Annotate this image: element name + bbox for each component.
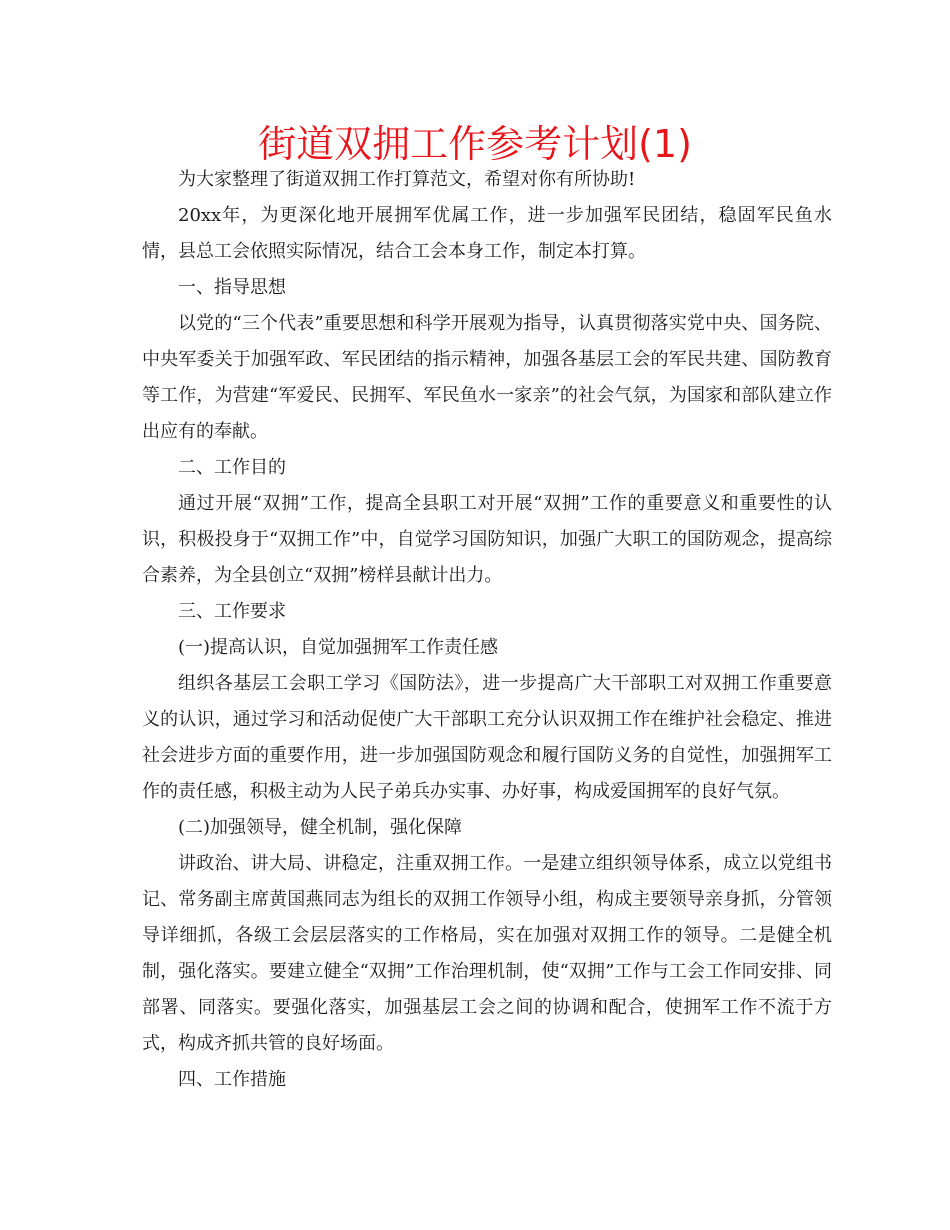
section-heading-guiding-ideology: 一、指导思想: [178, 277, 286, 298]
section-heading-work-measures: 四、工作措施: [178, 1069, 286, 1090]
document-body: [142, 162, 832, 1098]
paragraph-strengthen-leadership: 讲政治、讲大局、讲稳定，注重双拥工作。一是建立组织领导体系，成立以党组书记、常务副主席黄国燕同志为组长的双拥工作领导小组，构成主要领导亲身抓，分管领导详细抓，各级工会层层落实的工作格局，实在加强对双拥工作的领导。二是健全机制，强化落实。要建立健全“双拥”工作治理机制，使“双拥”工作与工会工作同安排、同部署、同落实。要强化落实，加强基层工会之间的协调和配合，使拥军工作不流于方式，构成齐抓共管的良好场面。: [142, 853, 832, 1054]
paragraph-guiding-ideology: 以党的“三个代表”重要思想和科学开展观为指导，认真贯彻落实党中央、国务院、中央军委关于加强军政、军民团结的指示精神，加强各基层工会的军民共建、国防教育等工作，为营建“军爱民、民拥军、军民鱼水一家亲”的社会气氛，为国家和部队建立作出应有的奉献。: [142, 313, 832, 442]
document-title: 街道双拥工作参考计划(1): [258, 122, 692, 166]
section-heading-work-goals: 二、工作目的: [178, 457, 286, 478]
section-heading-work-requirements: 三、工作要求: [178, 601, 286, 622]
paragraph-raise-awareness: 组织各基层工会职工学习《国防法》，进一步提高广大干部职工对双拥工作重要意义的认识，通过学习和活动促使广大干部职工充分认识双拥工作在维护社会稳定、推进社会进步方面的重要作用，进一步加强国防观念和履行国防义务的自觉性，加强拥军工作的责任感，积极主动为人民子弟兵办实事、办好事，构成爱国拥军的良好气氛。: [142, 673, 832, 802]
paragraph-background: 20xx年，为更深化地开展拥军优属工作，进一步加强军民团结，稳固军民鱼水情，县总工会依照实际情况，结合工会本身工作，制定本打算。: [142, 205, 832, 262]
subsection-heading-raise-awareness: (一)提高认识，自觉加强拥军工作责任感: [178, 637, 499, 658]
subsection-heading-strengthen-leadership: (二)加强领导，健全机制，强化保障: [178, 817, 463, 838]
paragraph-intro: 为大家整理了街道双拥工作打算范文，希望对你有所协助!: [178, 169, 636, 190]
paragraph-work-goals: 通过开展“双拥”工作，提高全县职工对开展“双拥”工作的重要意义和重要性的认识，积极投身于“双拥工作”中，自觉学习国防知识，加强广大职工的国防观念，提高综合素养，为全县创立“双拥”榜样县献计出力。: [142, 493, 832, 586]
